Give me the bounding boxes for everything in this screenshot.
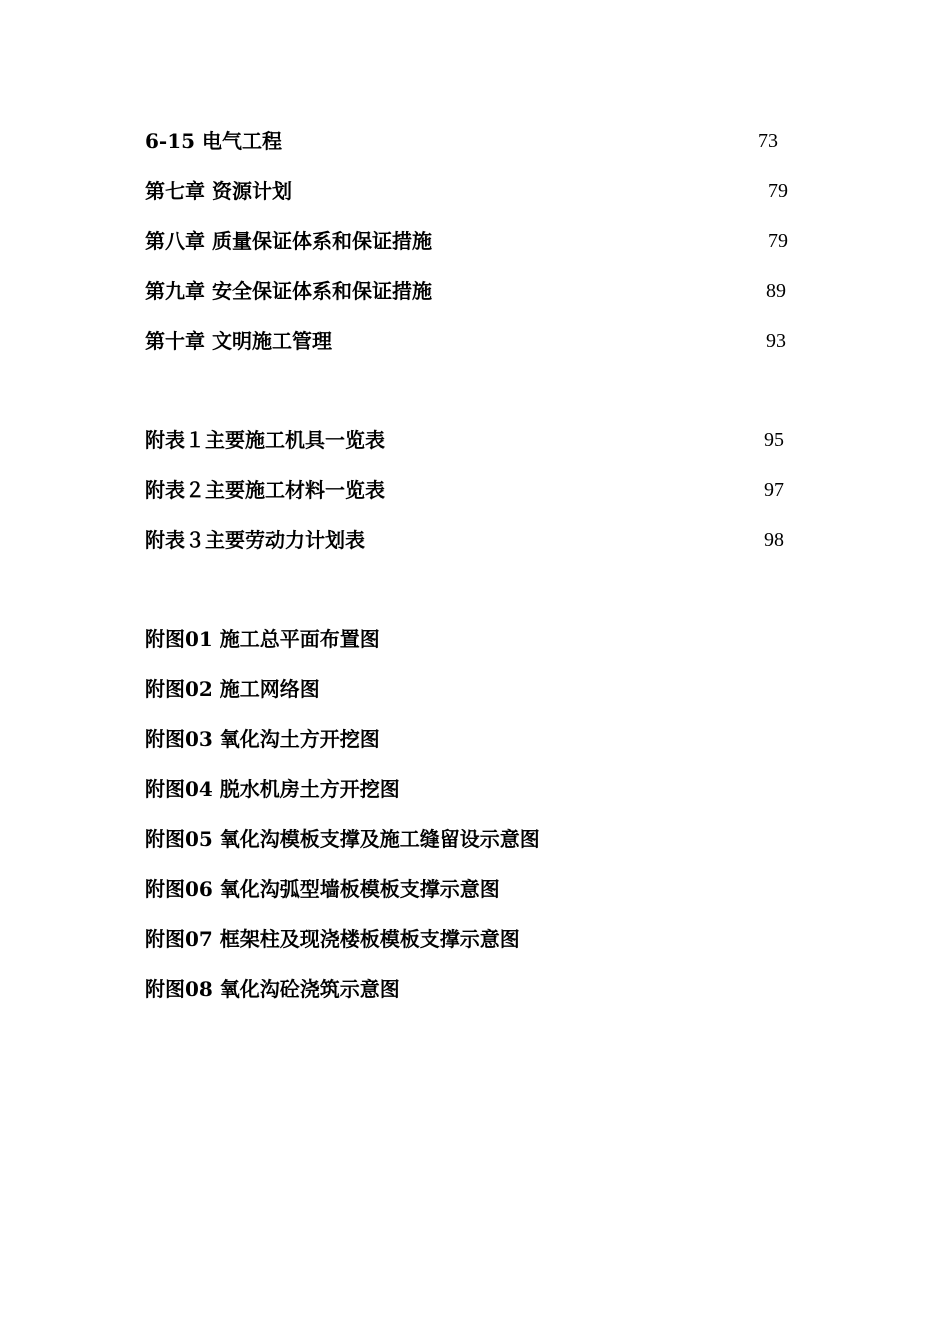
toc-entry[interactable] xyxy=(145,823,805,873)
toc-figures-section xyxy=(145,623,805,1023)
toc-entry-title: 附图05 氧化沟模板支撑及施工缝留设示意图 xyxy=(145,827,540,851)
toc-entry-title: 附图06 氧化沟弧型墙板模板支撑示意图 xyxy=(145,877,500,901)
toc-entry[interactable] xyxy=(145,623,805,673)
toc-entry[interactable] xyxy=(145,923,805,973)
toc-entry[interactable] xyxy=(145,225,805,275)
toc-entry-title: 附图02 施工网络图 xyxy=(145,677,320,701)
toc-entry-title: 附图01 施工总平面布置图 xyxy=(145,627,380,651)
toc-entry[interactable] xyxy=(145,125,805,175)
toc-entry-page: 97 xyxy=(764,479,784,501)
toc-entry[interactable] xyxy=(145,474,805,524)
toc-entry-title: 附表１主要施工机具一览表 xyxy=(145,428,385,452)
toc-entry-title: 第八章 质量保证体系和保证措施 xyxy=(145,229,432,253)
toc-entry-page: 79 xyxy=(768,180,788,202)
toc-entry-page: 89 xyxy=(766,280,786,302)
toc-entry[interactable] xyxy=(145,873,805,923)
toc-entry[interactable] xyxy=(145,175,805,225)
toc-entry[interactable] xyxy=(145,973,805,1023)
toc-entry[interactable] xyxy=(145,325,805,375)
toc-entry-title: 附图03 氧化沟土方开挖图 xyxy=(145,727,380,751)
toc-entry-page: 73 xyxy=(758,130,778,152)
toc-entry-title: 附图07 框架柱及现浇楼板模板支撑示意图 xyxy=(145,927,520,951)
toc-entry-title: 第七章 资源计划 xyxy=(145,179,292,203)
toc-entry[interactable] xyxy=(145,524,805,574)
toc-entry-title: 第十章 文明施工管理 xyxy=(145,329,332,353)
toc-entry[interactable] xyxy=(145,673,805,723)
toc-entry-title: 附表３主要劳动力计划表 xyxy=(145,528,365,552)
toc-entry[interactable] xyxy=(145,773,805,823)
toc-entry-title: 附图04 脱水机房土方开挖图 xyxy=(145,777,400,801)
toc-entry-page: 95 xyxy=(764,429,784,451)
toc-tables-section xyxy=(145,424,805,574)
toc-entry-page: 79 xyxy=(768,230,788,252)
toc-entry-title: 第九章 安全保证体系和保证措施 xyxy=(145,279,432,303)
toc-entry-title: 6-15 电气工程 xyxy=(145,129,283,153)
toc-entry[interactable] xyxy=(145,723,805,773)
toc-entry[interactable] xyxy=(145,275,805,325)
toc-entry[interactable] xyxy=(145,424,805,474)
toc-entry-page: 93 xyxy=(766,330,786,352)
toc-entry-title: 附表２主要施工材料一览表 xyxy=(145,478,385,502)
toc-entry-title: 附图08 氧化沟砼浇筑示意图 xyxy=(145,977,400,1001)
toc-chapters-section xyxy=(145,125,805,375)
toc-entry-page: 98 xyxy=(764,529,784,551)
